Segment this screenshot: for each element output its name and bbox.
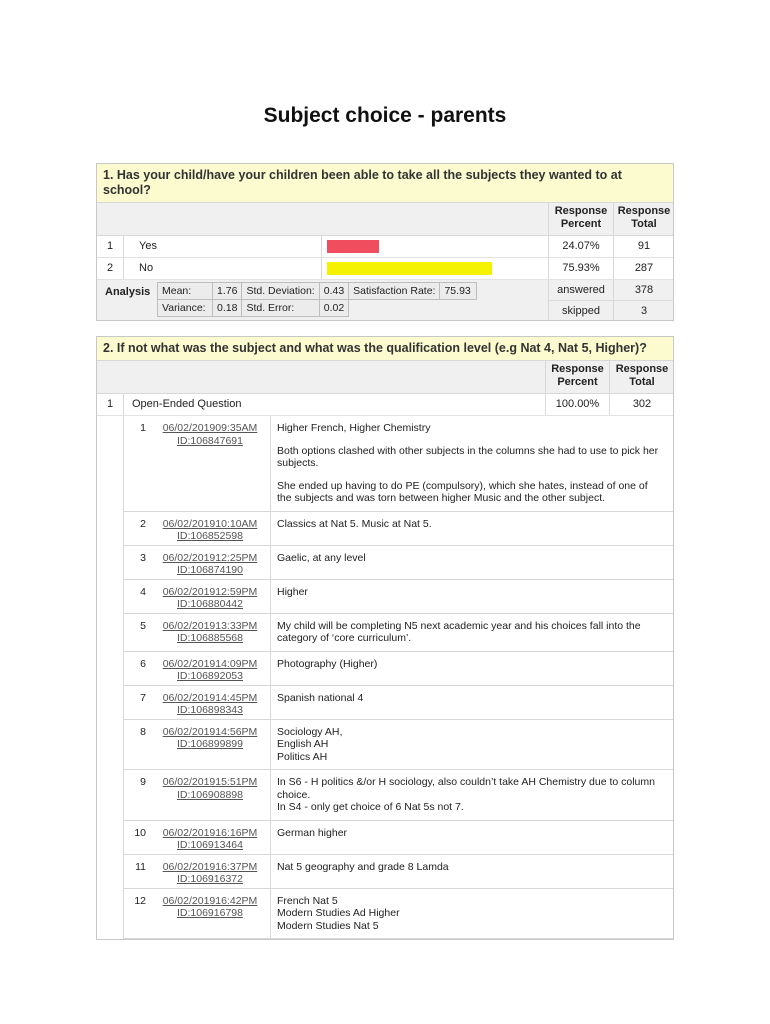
response-id[interactable]: ID:106852598	[177, 530, 243, 542]
row-percent: 100.00%	[555, 398, 600, 410]
sat-label: Satisfaction Rate:	[349, 283, 440, 300]
response-date[interactable]: 06/02/201914:56PM	[162, 725, 258, 738]
row-total: 302	[632, 398, 652, 410]
response-id[interactable]: ID:106885568	[177, 632, 243, 644]
response-paragraph: She ended up having to do PE (compulsory), which she hates, instead of one of the subjects and was torn between higher Music and the other subject.	[277, 479, 648, 504]
sat-value: 75.93	[440, 283, 477, 300]
response-date[interactable]: 06/02/201914:09PM	[162, 657, 258, 670]
mean-value: 1.76	[213, 283, 242, 300]
response-text	[270, 416, 673, 511]
se-value: 0.02	[319, 300, 348, 317]
response-id[interactable]: ID:106899899	[177, 738, 243, 750]
response-paragraph: Gaelic, at any level	[277, 551, 366, 564]
response-date-link[interactable]	[152, 726, 268, 751]
question-2-header	[97, 361, 673, 394]
response-number: 11	[135, 860, 146, 873]
answer-total: 287	[634, 262, 654, 274]
answer-total: 91	[637, 240, 651, 252]
response-line: Modern Studies Nat 5	[277, 919, 379, 932]
open-ended-row	[97, 394, 673, 416]
response-date-link[interactable]	[152, 422, 268, 447]
response-paragraph: Higher	[277, 585, 308, 598]
question-2-title: 2. If not what was the subject and what was the qualification level (e.g Nat 4, Nat 5, Higher)?	[97, 337, 673, 361]
response-item	[124, 720, 673, 771]
answer-row	[97, 236, 673, 258]
response-item	[124, 889, 673, 940]
response-item	[124, 855, 673, 889]
response-line: French Nat 5	[277, 894, 338, 907]
response-text	[270, 855, 673, 888]
question-1-header	[97, 203, 673, 236]
sd-label: Std. Deviation:	[242, 283, 319, 300]
response-paragraph: Both options clashed with other subjects in the columns she had to use to pick her subjects.	[277, 444, 659, 469]
response-item	[124, 416, 673, 512]
response-number: 8	[140, 725, 146, 738]
response-item	[124, 546, 673, 580]
question-1-title: 1. Has your child/have your children been able to take all the subjects they wanted to at school?	[97, 164, 673, 203]
response-paragraph: German higher	[277, 826, 348, 839]
skipped-count: 3	[640, 305, 648, 317]
response-id[interactable]: ID:106898343	[177, 704, 243, 716]
responses-list	[123, 416, 673, 939]
page-title: Subject choice - parents	[263, 104, 507, 127]
analysis-table	[157, 282, 477, 317]
response-line: Modern Studies Ad Higher	[277, 907, 400, 919]
response-item	[124, 512, 673, 546]
response-date[interactable]: 06/02/201913:33PM	[162, 619, 258, 632]
response-date-link[interactable]	[152, 827, 268, 852]
response-id[interactable]: ID:106913464	[177, 839, 243, 851]
response-paragraph: Higher French, Higher Chemistry	[277, 422, 431, 434]
response-line: In S4 - only get choice of 6 Nat 5s not 7.	[277, 801, 464, 813]
variance-value: 0.18	[213, 300, 242, 317]
question-1-panel	[96, 163, 674, 321]
row-number: 1	[106, 398, 114, 410]
response-number: 3	[140, 551, 146, 564]
response-item	[124, 614, 673, 652]
header-response-total: Response Total	[615, 363, 669, 388]
response-number: 2	[140, 517, 146, 530]
response-date-link[interactable]	[152, 895, 268, 920]
response-text	[270, 652, 673, 685]
response-line: Politics AH	[277, 750, 328, 763]
response-date-link[interactable]	[152, 620, 268, 645]
response-text	[270, 686, 673, 719]
response-number: 6	[140, 657, 146, 670]
header-response-percent: Response Percent	[554, 205, 608, 230]
header-response-percent: Response Percent	[551, 363, 604, 388]
analysis-section	[97, 280, 673, 320]
response-paragraph: Photography (Higher)	[277, 657, 378, 670]
answer-bar	[327, 240, 379, 253]
response-date[interactable]: 06/02/201916:16PM	[162, 826, 258, 839]
response-paragraph: Spanish national 4	[277, 691, 364, 704]
response-id[interactable]: ID:106916372	[177, 873, 243, 885]
mean-label: Mean:	[158, 283, 213, 300]
response-date[interactable]: 06/02/201916:37PM	[162, 860, 258, 873]
se-label: Std. Error:	[242, 300, 319, 317]
response-line: English AH	[277, 738, 329, 750]
response-item	[124, 652, 673, 686]
response-date-link[interactable]	[152, 692, 268, 717]
response-item	[124, 686, 673, 720]
skipped-label: skipped	[562, 305, 600, 317]
response-text	[270, 821, 673, 854]
answer-label: Yes	[139, 240, 157, 252]
response-id[interactable]: ID:106916798	[177, 907, 243, 919]
response-date[interactable]: 06/02/201916:42PM	[162, 894, 258, 907]
response-number: 1	[140, 422, 146, 434]
answer-percent: 24.07%	[562, 240, 600, 252]
response-line: In S6 - H politics &/or H sociology, also couldn’t take AH Chemistry due to column choice.	[277, 776, 655, 801]
response-date-link[interactable]	[152, 552, 268, 577]
response-date[interactable]: 06/02/201914:45PM	[162, 691, 258, 704]
response-text	[270, 614, 673, 651]
response-date-link[interactable]	[152, 586, 268, 611]
answer-number: 2	[106, 262, 114, 274]
sd-value: 0.43	[319, 283, 348, 300]
header-response-total: Response Total	[617, 205, 671, 230]
response-date[interactable]: 06/02/201912:25PM	[162, 551, 258, 564]
response-number: 7	[140, 691, 146, 704]
response-number: 10	[134, 826, 146, 839]
answer-bar	[327, 262, 492, 275]
response-date-link[interactable]	[152, 776, 268, 801]
question-2-panel	[96, 336, 674, 940]
answered-label: answered	[557, 284, 605, 296]
answer-row	[97, 258, 673, 280]
response-text	[270, 720, 673, 770]
answered-count: 378	[634, 284, 654, 296]
response-text	[270, 580, 673, 613]
response-line: Sociology AH,	[277, 725, 343, 738]
response-text	[270, 512, 673, 545]
response-date-link[interactable]	[152, 658, 268, 683]
answer-percent: 75.93%	[562, 262, 600, 274]
response-paragraph: Classics at Nat 5. Music at Nat 5.	[277, 517, 432, 530]
response-paragraph: My child will be completing N5 next academic year and his choices fall into the category of ‘core curriculum’.	[277, 619, 641, 644]
row-label: Open-Ended Question	[132, 398, 242, 410]
analysis-label: Analysis	[105, 286, 151, 298]
response-item	[124, 580, 673, 614]
response-number: 4	[140, 585, 146, 598]
response-id[interactable]: ID:106874190	[177, 564, 243, 576]
response-date-link[interactable]	[152, 518, 268, 543]
response-text	[270, 770, 673, 820]
response-date-link[interactable]	[152, 861, 268, 886]
response-number: 12	[134, 894, 146, 907]
response-paragraph: Nat 5 geography and grade 8 Lamda	[277, 860, 449, 873]
response-text	[270, 546, 673, 579]
answer-label: No	[139, 262, 154, 274]
response-id[interactable]: ID:106908898	[177, 788, 243, 801]
answer-number: 1	[106, 240, 114, 252]
response-id[interactable]: ID:106892053	[177, 670, 243, 682]
response-date[interactable]: 06/02/201910:10AM	[162, 517, 258, 530]
response-id[interactable]: ID:106847691	[177, 434, 243, 447]
response-number: 9	[140, 776, 146, 788]
response-date[interactable]: 06/02/201912:59PM	[162, 585, 258, 598]
response-number: 5	[140, 619, 146, 632]
response-date[interactable]: 06/02/201915:51PM	[162, 776, 258, 788]
response-item	[124, 821, 673, 855]
response-item	[124, 770, 673, 821]
variance-label: Variance:	[158, 300, 213, 317]
response-id[interactable]: ID:106880442	[177, 598, 243, 610]
response-date[interactable]: 06/02/201909:35AM	[162, 422, 258, 434]
response-text	[270, 889, 673, 939]
